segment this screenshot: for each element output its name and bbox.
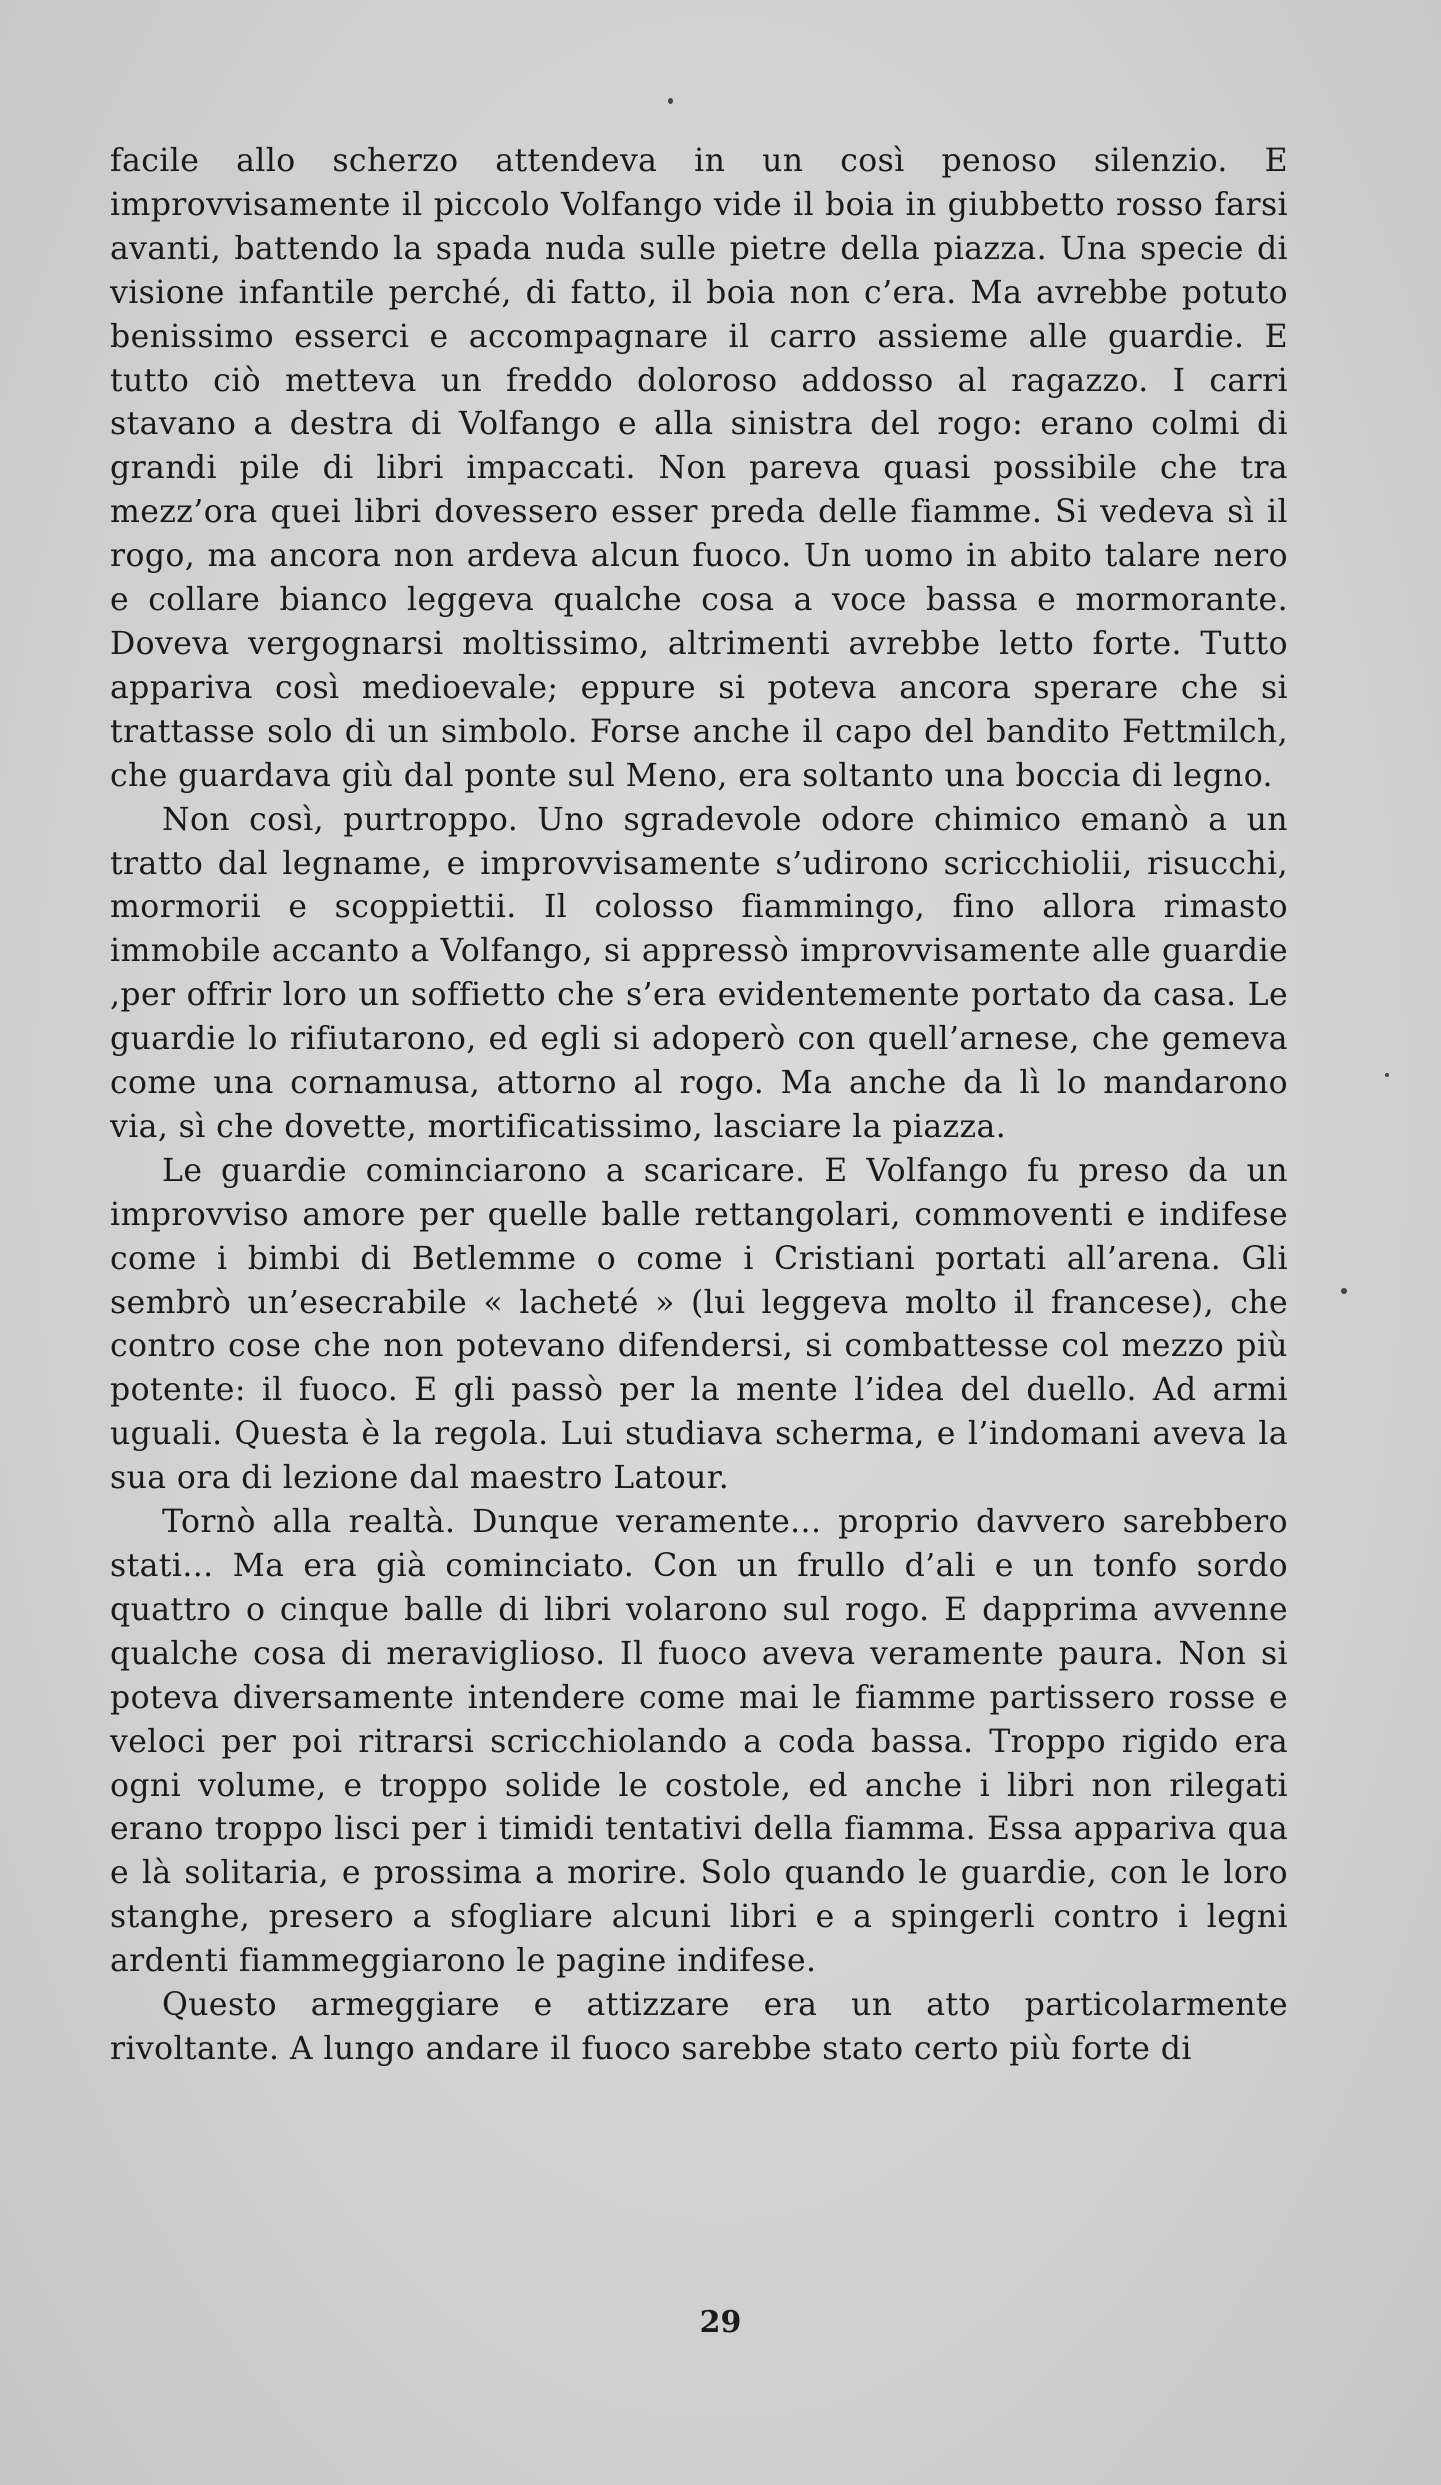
print-speck <box>668 98 673 104</box>
paragraph: Tornò alla realtà. Dunque veramente... proprio davvero sarebbero stati... Ma era già cominciato. Con un frullo d’ali e un tonfo sordo quattro o cinque balle di libri volarono sul rogo. E dapprima avvenne qualche cosa di meraviglioso. Il fuoco aveva veramente paura. Non si poteva diversamente intendere come mai le fiamme partissero rosse e veloci per poi ritrarsi scricchiolando a coda bassa. Troppo rigido era ogni volume, e troppo solide le costole, ed anche i libri non rilegati erano troppo lisci per i timidi tentativi della fiamma. Essa appariva qua e là solitaria, e prossima a morire. Solo quando le guardie, con le loro stanghe, presero a sfogliare alcuni libri e a spingerli contro i legni ardenti fiammeggiarono le pagine indifese. <box>110 1504 1288 1980</box>
paragraph: Le guardie cominciarono a scaricare. E Volfango fu preso da un improvviso amore per quelle balle rettangolari, commoventi e indifese come i bimbi di Betlemme o come i Cristiani portati all’arena. Gli sembrò un’esecrabile « lacheté » (lui leggeva molto il francese), che contro cose che non potevano difendersi, si combattesse col mezzo più potente: il fuoco. E gli passò per la mente l’idea del duello. Ad armi uguali. Questa è la regola. Lui studiava scherma, e l’indomani aveva la sua ora di lezione dal maestro Latour. <box>110 1152 1288 1497</box>
paragraph: Non così, purtroppo. Uno sgradevole odore chimico emanò a un tratto dal legname, e improvvisamente s’udirono scricchiolii, risucchi, mormorii e scoppiettii. Il colosso fiammingo, fino allora rimasto immobile accanto a Volfango, si appressò improvvisamente alle guardie ,per offrir loro un soffietto che s’era evidentemente portato da casa. Le guardie lo rifiutarono, ed egli si adoperò con quell’arnese, che gemeva come una cornamusa, attorno al rogo. Ma anche da lì lo mandarono via, sì che dovette, mortificatissimo, lasciare la piazza. <box>110 801 1288 1145</box>
print-speck <box>1385 1073 1389 1077</box>
paragraph: facile allo scherzo attendeva in un così penoso silenzio. E improvvisamente il piccolo Volfango vide il boia in giubbetto rosso farsi avanti, battendo la spada nuda sulle pietre della piazza. Una specie di visione infantile perché, di fatto, il boia non c’era. Ma avrebbe potuto benissimo esserci e accompagnare il carro assieme alle guardie. E tutto ciò metteva un freddo doloroso addosso al ragazzo. I carri stavano a destra di Volfango e alla sinistra del rogo: erano colmi di grandi pile di libri impaccati. Non pareva quasi possibile che tra mezz’ora quei libri dovessero esser preda delle fiamme. Si vedeva sì il rogo, ma ancora non ardeva alcun fuoco. Un uomo in abito talare nero e collare bianco leggeva qualche cosa a voce bassa e mormorante. Doveva vergognarsi moltissimo, altrimenti avrebbe letto forte. Tutto appariva così medioevale; eppure si poteva ancora sperare che si trattasse solo di un simbolo. Forse anche il capo del bandito Fettmilch, che guardava giù dal ponte sul Meno, era soltanto una boccia di legno. <box>110 143 1288 794</box>
body-text <box>110 140 1288 2072</box>
print-speck <box>1341 1288 1347 1294</box>
paragraph: Questo armeggiare e attizzare era un atto particolarmente rivoltante. A lungo andare il fuoco sarebbe stato certo più forte di <box>110 1987 1288 2067</box>
page-number: 29 <box>699 2305 742 2340</box>
